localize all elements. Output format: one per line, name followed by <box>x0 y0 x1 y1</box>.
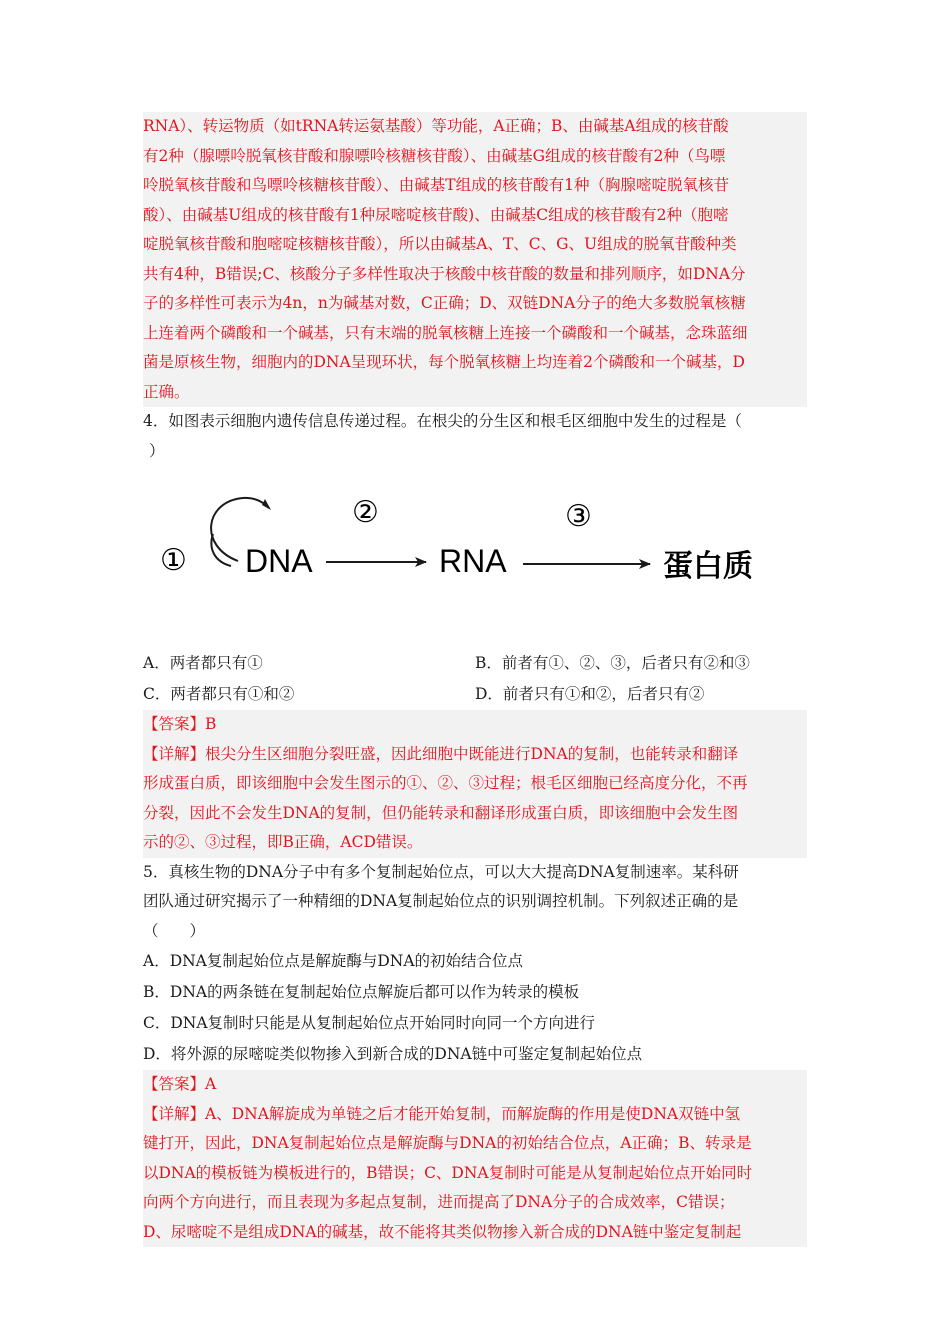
option-b[interactable]: B．DNA的两条链在复制起始位点解旋后都可以作为转录的模板 <box>143 983 580 1001</box>
option-a[interactable]: A．两者都只有① <box>143 654 263 672</box>
flow-diagram-svg <box>143 466 807 648</box>
label-dna: DNA <box>245 543 313 579</box>
detail-line: 向两个方向进行，而且表现为多起点复制，进而提高了DNA分子的合成效率，C错误； <box>143 1193 735 1211</box>
explanation-line: 共有4种，B错误;C、核酸分子多样性取决于核酸中核苷酸的数量和排列顺序，如DNA分 <box>143 264 746 283</box>
explanation-line: 菌是原核生物，细胞内的DNA呈现环状，每个脱氧核糖上均连着2个磷酸和一个碱基，D <box>143 353 745 371</box>
detail-line: 示的②、③过程，即B正确，ACD错误。 <box>143 833 423 851</box>
option-b[interactable]: B．前者有①、②、③，后者只有②和③ <box>475 654 750 672</box>
previous-question-explanation <box>143 112 807 407</box>
question-5-stem: 5．真核生物的DNA分子中有多个复制起始位点，可以大大提高DNA复制速率。某科研 <box>143 862 739 881</box>
option-c[interactable]: C．两者都只有①和② <box>143 685 295 703</box>
explanation-line: RNA）、转运物质（如tRNA转运氨基酸）等功能，A正确；B、由碱基A组成的核苷酸 <box>143 117 729 135</box>
label-protein: 蛋白质 <box>663 549 753 584</box>
label-circle-1: ① <box>160 543 187 578</box>
answer-value: B <box>205 715 217 733</box>
answer-value: A <box>205 1075 217 1093</box>
question-5 <box>143 858 807 1248</box>
label-circle-2: ② <box>352 495 379 530</box>
detail-line <box>143 1100 807 1130</box>
replication-loop-arrowhead <box>262 499 271 510</box>
page-content <box>143 112 807 1247</box>
detail-label: 【详解】 <box>143 1104 206 1123</box>
explanation-line: 啶脱氧核苷酸和胞嘧啶核糖核苷酸），所以由碱基A、T、C、G、U组成的脱氧苷酸种类 <box>143 235 737 253</box>
question-5-options <box>143 946 807 1070</box>
question-4-stem: 4．如图表示细胞内遗传信息传递过程。在根尖的分生区和根毛区细胞中发生的过程是（ <box>143 412 742 430</box>
question-4-stem-end: ） <box>149 441 165 460</box>
answer-label: 【答案】 <box>143 1075 206 1093</box>
option-d[interactable]: D．前者只有①和②，后者只有② <box>475 685 705 703</box>
answer-line <box>143 1070 807 1100</box>
question-4 <box>143 407 807 858</box>
option-d[interactable]: D．将外源的尿嘧啶类似物掺入到新合成的DNA链中可鉴定复制起始位点 <box>143 1045 643 1063</box>
question-4-answer-block <box>143 710 807 858</box>
detail-label: 【详解】 <box>143 744 206 763</box>
explanation-line: 上连着两个磷酸和一个碱基，只有末端的脱氧核糖上连接一个磷酸和一个碱基，念珠蓝细 <box>143 323 748 342</box>
answer-label: 【答案】 <box>143 715 206 733</box>
detail-line: 形成蛋白质，即该细胞中会发生图示的①、②、③过程；根毛区细胞已经高度分化，不再 <box>143 774 748 792</box>
detail-line: D、尿嘧啶不是组成DNA的碱基，故不能将其类似物掺入新合成的DNA链中鉴定复制起 <box>143 1222 742 1241</box>
explanation-line: 子的多样性可表示为4n，n为碱基对数，C正确；D、双链DNA分子的绝大多数脱氧核糖 <box>143 294 746 312</box>
detail-line: 键打开，因此，DNA复制起始位点是解旋酶与DNA的初始结合位点，A正确；B、转录是 <box>143 1134 752 1152</box>
detail-text: A、DNA解旋成为单链之后才能开始复制，而解旋酶的作用是使DNA双链中氢 <box>205 1104 741 1123</box>
explanation-line: 呤脱氧核苷酸和鸟嘌呤核糖核苷酸）、由碱基T组成的核苷酸有1种（胸腺嘧啶脱氧核苷 <box>143 176 729 194</box>
explanation-line: 有2种（腺嘌呤脱氧核苷酸和腺嘌呤核糖核苷酸）、由碱基G组成的核苷酸有2种（鸟嘌 <box>143 146 726 165</box>
option-a[interactable]: A．DNA复制起始位点是解旋酶与DNA的初始结合位点 <box>143 952 524 970</box>
explanation-line: 酸）、由碱基U组成的核苷酸有1种尿嘧啶核苷酸)、由碱基C组成的核苷酸有2种（胞嘧 <box>143 205 729 224</box>
question-5-answer-block <box>143 1070 807 1247</box>
detail-line <box>143 740 807 770</box>
detail-text: 根尖分生区细胞分裂旺盛，因此细胞中既能进行DNA的复制，也能转录和翻译 <box>205 744 739 763</box>
question-5-stem: 团队通过研究揭示了一种精细的DNA复制起始位点的识别调控机制。下列叙述正确的是 <box>143 892 739 910</box>
label-rna: RNA <box>439 543 507 579</box>
answer-line <box>143 710 807 740</box>
label-circle-3: ③ <box>565 499 592 534</box>
question-5-stem: （ ） <box>143 921 206 940</box>
detail-line: 分裂，因此不会发生DNA的复制，但仍能转录和翻译形成蛋白质，即该细胞中会发生图 <box>143 803 739 822</box>
explanation-line: 正确。 <box>143 382 190 401</box>
option-c[interactable]: C．DNA复制时只能是从复制起始位点开始同时向同一个方向进行 <box>143 1014 596 1032</box>
genetic-info-flow-diagram <box>143 466 807 648</box>
question-4-options <box>143 648 807 710</box>
detail-line: 以DNA的模板链为模板进行的，B错误；C、DNA复制时可能是从复制起始位点开始同时 <box>143 1163 753 1182</box>
